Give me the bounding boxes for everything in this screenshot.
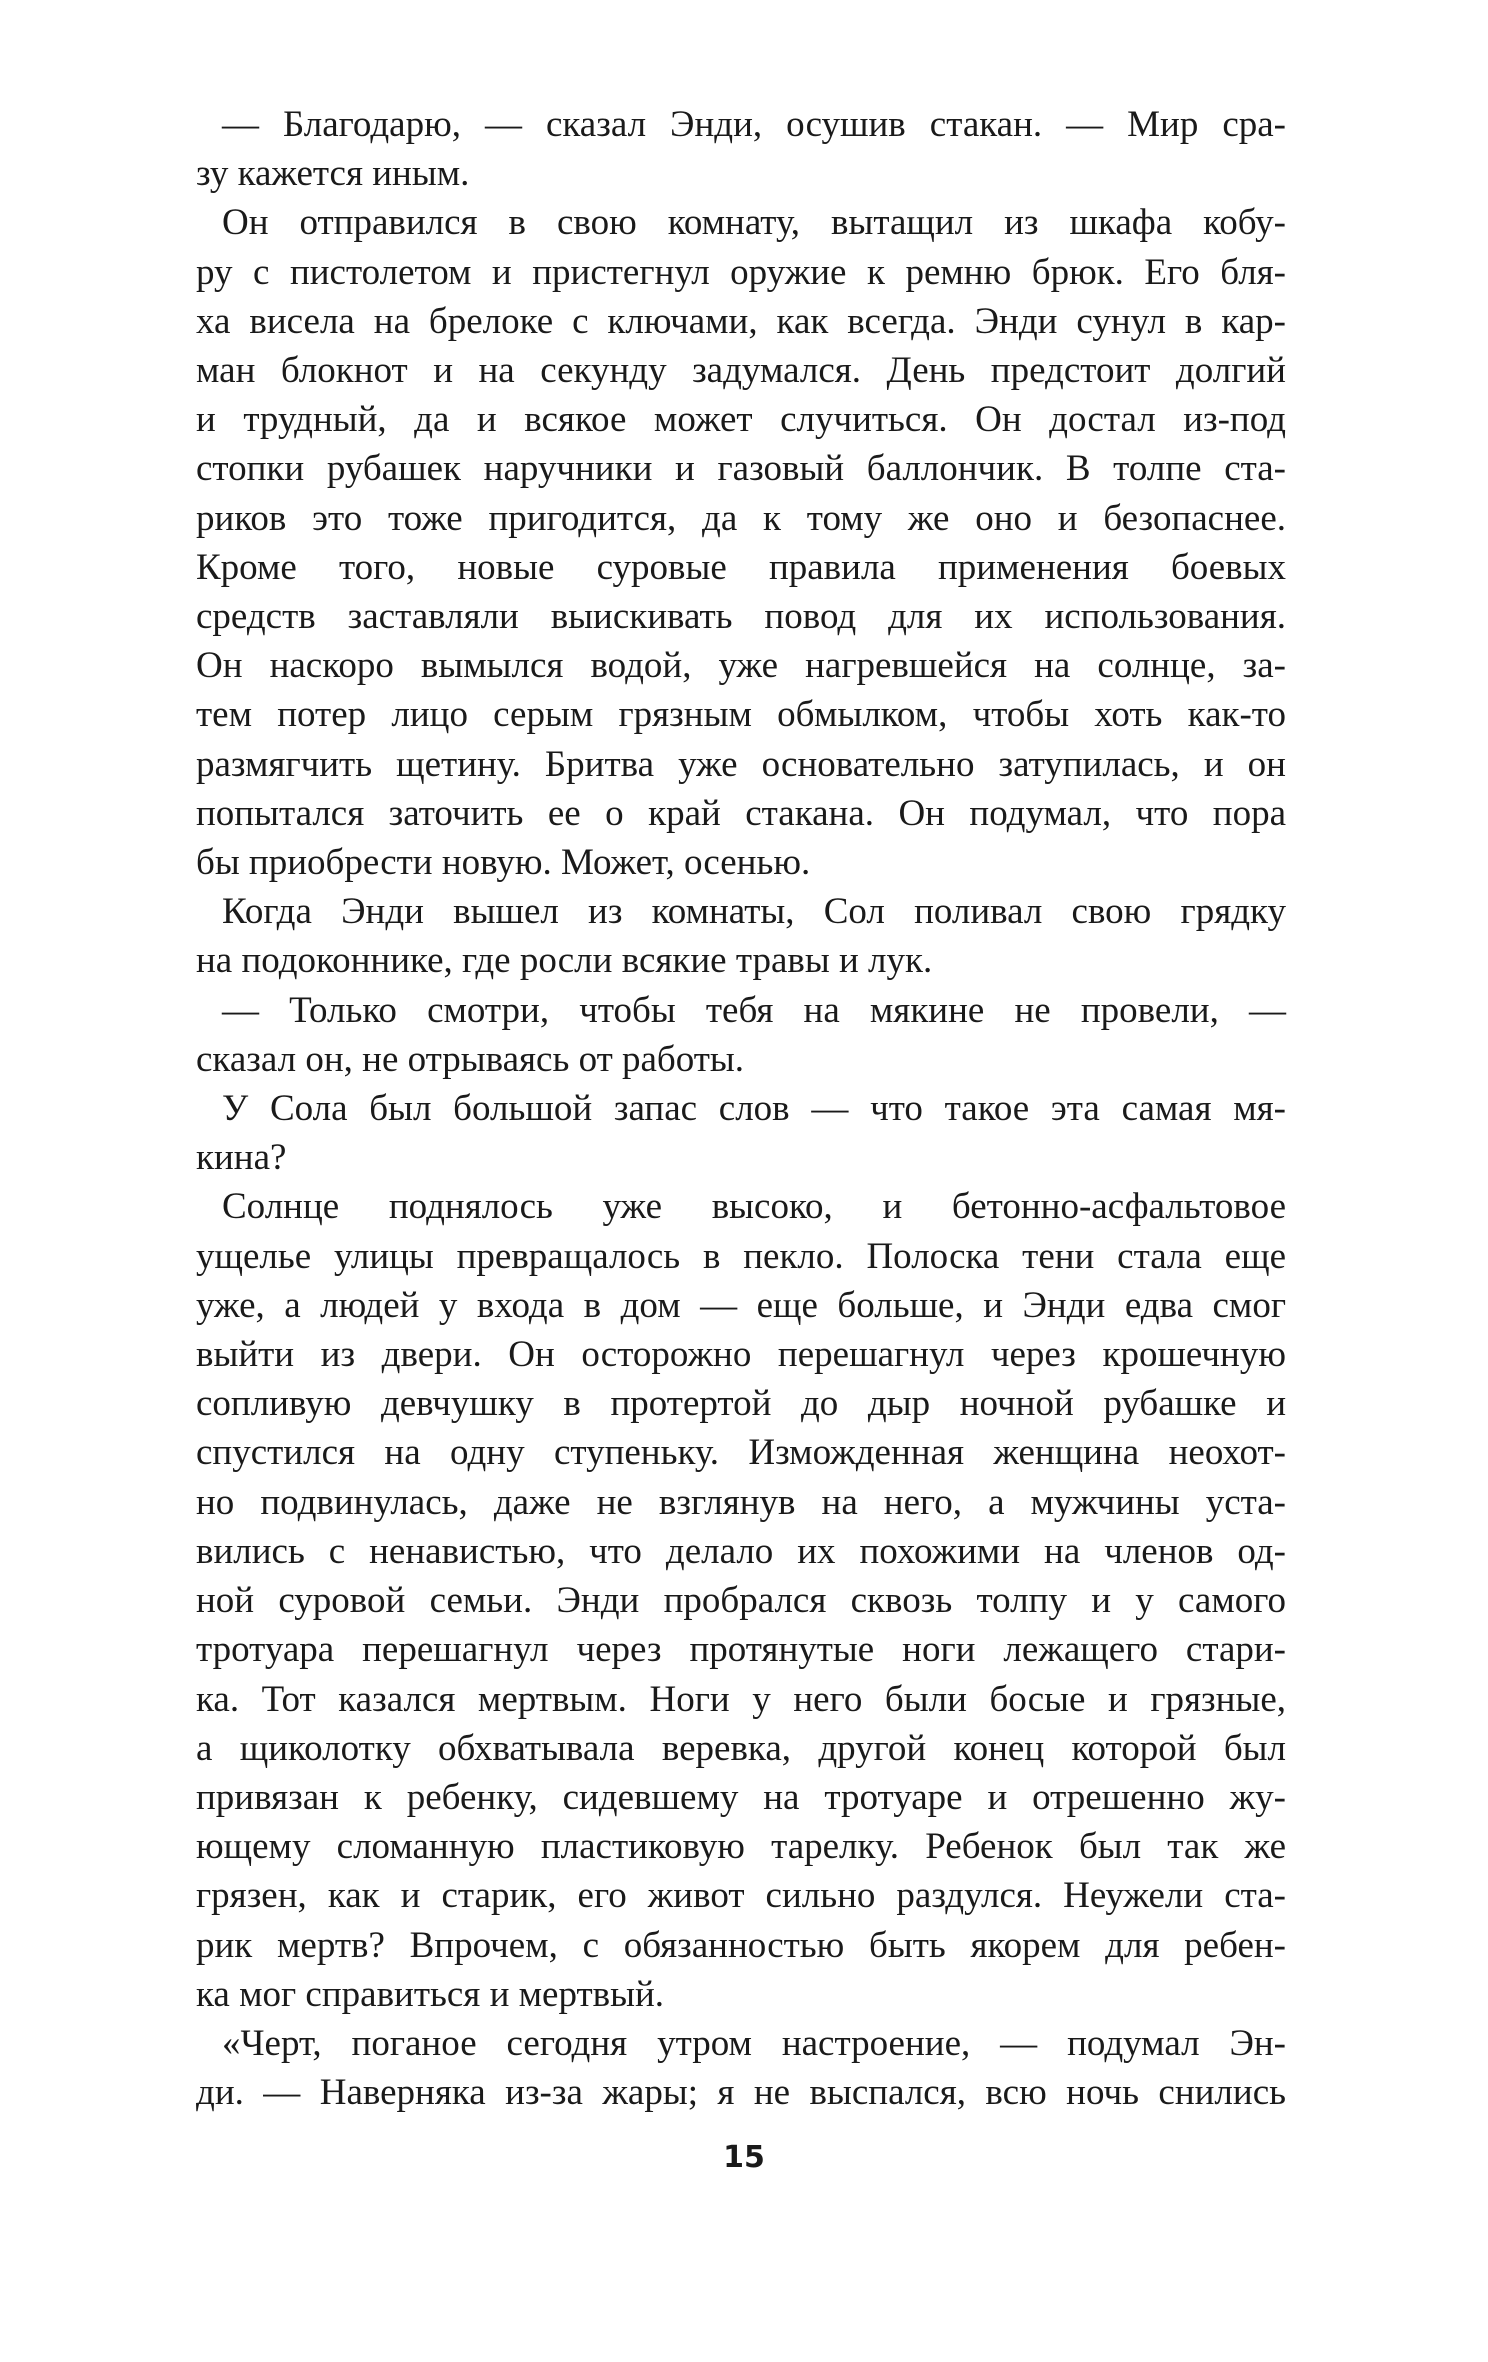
text-line: ющему сломанную пластиковую тарелку. Ребенок был так же (196, 1826, 1286, 1868)
text-line: — Благодарю, — сказал Энди, осушив стакан. — Мир сра- (222, 104, 1286, 145)
text-line: грязен, как и старик, его живот сильно раздулся. Неужели ста- (196, 1875, 1286, 1917)
text-line: Солнце поднялось уже высоко, и бетонно-асфальтовое (222, 1186, 1286, 1228)
text-line: бы приобрести новую. Может, осенью. (196, 842, 811, 884)
text-line: попытался заточить ее о край стакана. Он подумал, что пора (196, 792, 1286, 834)
text-line: «Черт, поганое сегодня утром настроение, — подумал Эн- (222, 2022, 1286, 2064)
text-line: на подоконнике, где росли всякие травы и лук. (196, 940, 933, 982)
text-line: ру с пистолетом и пристегнул оружие к ремню брюк. Его бля- (196, 251, 1286, 293)
text-line: Кроме того, новые суровые правила применения боевых (196, 546, 1286, 588)
text-line: риков это тоже пригодится, да к тому же оно и безопаснее. (196, 497, 1286, 539)
text-line: зу кажется иным. (196, 153, 470, 195)
text-line: сопливую девчушку в протертой до дыр ночной рубашке и (196, 1383, 1286, 1425)
text-line: тротуара перешагнул через протянутые ноги лежащего стари- (196, 1629, 1286, 1671)
text-line: ущелье улицы превращалось в пекло. Полоска тени стала еще (196, 1235, 1286, 1277)
text-line: и трудный, да и всякое может случиться. Он достал из-под (196, 399, 1286, 441)
text-line: ха висела на брелоке с ключами, как всегда. Энди сунул в кар- (196, 300, 1286, 342)
text-line: спустился на одну ступеньку. Изможденная женщина неохот- (196, 1432, 1286, 1474)
page-number: 15 (723, 2140, 765, 2175)
text-line: сказал он, не отрываясь от работы. (196, 1038, 745, 1080)
text-line: средств заставляли выискивать повод для их использования. (196, 596, 1286, 638)
text-line: тем потер лицо серым грязным обмылком, чтобы хоть как-то (196, 694, 1286, 736)
text-line: стопки рубашек наручники и газовый баллончик. В толпе ста- (196, 448, 1286, 490)
text-line: кина? (196, 1137, 287, 1179)
text-line: Он отправился в свою комнату, вытащил из шкафа кобу- (222, 202, 1286, 244)
text-line: ной суровой семьи. Энди пробрался сквозь толпу и у самого (196, 1580, 1286, 1622)
text-line: но подвинулась, даже не взглянув на него, а мужчины уста- (196, 1481, 1286, 1523)
text-line: рик мертв? Впрочем, с обязанностью быть якорем для ребен- (196, 1924, 1286, 1966)
text-line: уже, а людей у входа в дом — еще больше, и Энди едва смог (196, 1284, 1286, 1326)
text-line: привязан к ребенку, сидевшему на тротуаре и отрешенно жу- (196, 1776, 1286, 1818)
body-text (196, 100, 1286, 2117)
text-line: вились с ненавистью, что делало их похожими на членов од- (196, 1530, 1286, 1572)
text-line: Когда Энди вышел из комнаты, Сол поливал свою грядку (222, 891, 1286, 933)
text-line: У Сола был большой запас слов — что такое эта самая мя- (222, 1088, 1286, 1130)
text-line: — Только смотри, чтобы тебя на мякине не провели, — (222, 989, 1286, 1031)
text-line: Он наскоро вымылся водой, уже нагревшейся на солнце, за- (196, 645, 1286, 687)
text-line: выйти из двери. Он осторожно перешагнул через крошечную (196, 1334, 1286, 1376)
text-line: ман блокнот и на секунду задумался. День предстоит долгий (196, 350, 1286, 392)
text-line: а щиколотку обхватывала веревка, другой конец которой был (196, 1727, 1286, 1769)
text-line: размягчить щетину. Бритва уже основательно затупилась, и он (196, 743, 1286, 785)
text-line: ка мог справиться и мертвый. (196, 1973, 665, 2015)
text-line: ка. Тот казался мертвым. Ноги у него были босые и грязные, (196, 1678, 1286, 1720)
text-line: ди. — Наверняка из-за жары; я не выспался, всю ночь снились (196, 2072, 1286, 2114)
